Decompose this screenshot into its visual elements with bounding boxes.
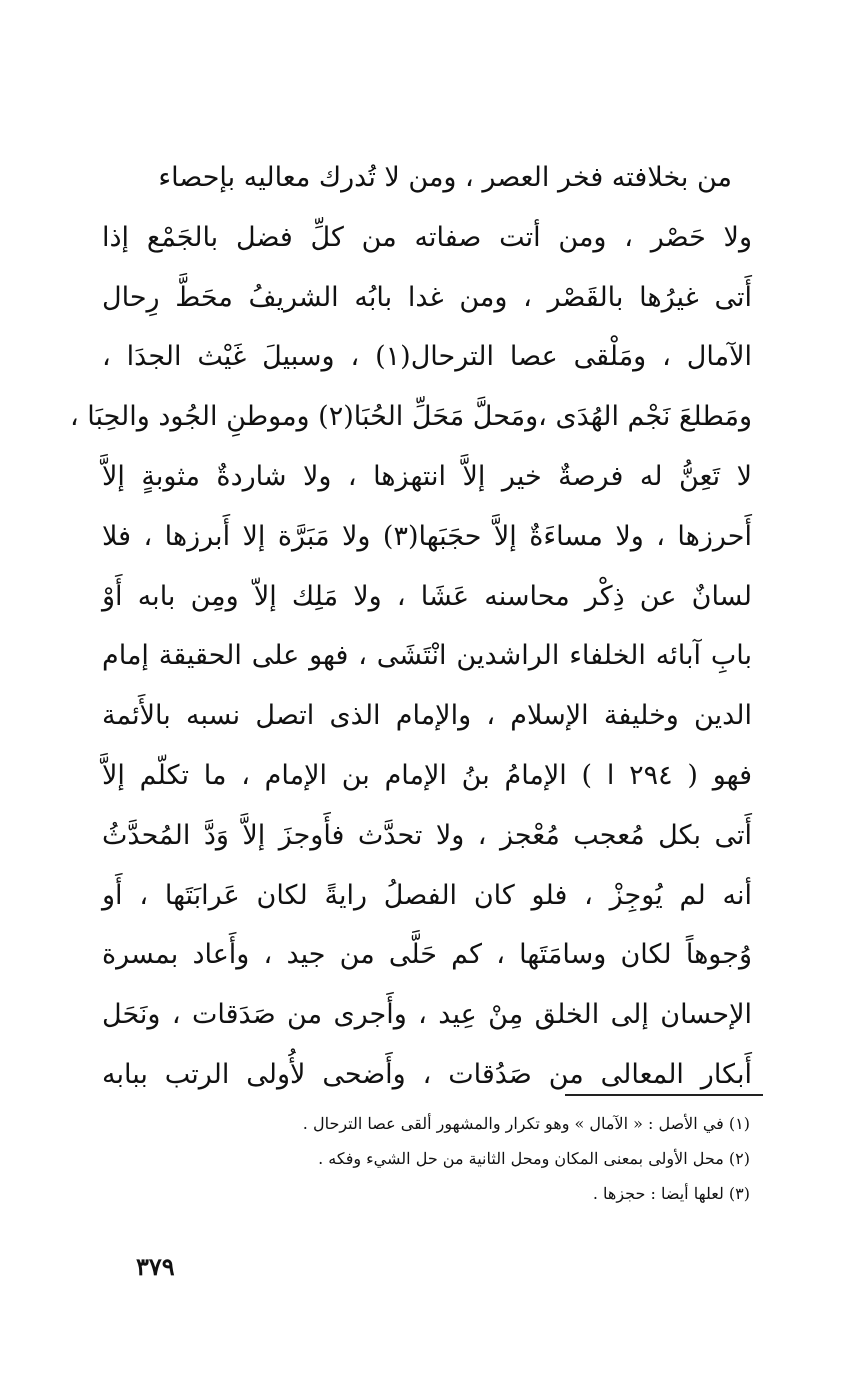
text-line: من بخلافته فخر العصر ، ومن لا تُدرك معاليه بإحصاء <box>158 162 732 193</box>
footnotes-block <box>150 1106 750 1211</box>
main-text-block <box>69 148 753 1105</box>
footnote-3: (٣) لعلها أيضا : حجزها . <box>592 1184 750 1203</box>
footnote-divider <box>565 1094 763 1096</box>
text-line: أَحرزها ، ولا مساءَةٌ إلاَّ حجَبَها(٣) ولا مَبَرَّة إلا أَبرزها ، فلا <box>102 520 752 552</box>
text-line: ومَطلعَ نَجْم الهُدَى ،ومَحلَّ مَحَلِّ الحُبَا(٢) وموطنِ الجُود والحِبَا ، <box>69 401 752 433</box>
text-line: أنه لم يُوجِزْ ، فلو كان الفصلُ رايةً لكان عَرابَتَها ، أَو <box>102 879 752 911</box>
text-line: وُجوهاً لكان وسامَتَها ، كم حَلَّى من جيد ، وأَعاد بمسرة <box>102 939 752 971</box>
text-line: الدين وخليفة الإسلام ، والإمام الذى اتصل نسبه بالأَئمة <box>102 700 752 732</box>
text-line: الآمال ، ومَلْقى عصا الترحال(١) ، وسبيلَ غَيْث الجدَا ، <box>102 341 752 373</box>
text-line: ولا حَصْر ، ومن أتت صفاته من كلِّ فضل بالجَمْع إذا <box>102 221 752 253</box>
text-line: لا تَعِنُّ له فرصةٌ خير إلاَّ انتهزها ، ولا شاردةٌ مثوبةٍ إلاَّ <box>102 460 752 492</box>
footnote-1: (١) في الأصل : « الآمال » وهو تكرار والمشهور ألقى عصا الترحال . <box>302 1114 750 1133</box>
text-line: أَتى غيرُها بالقَصْر ، ومن غدا بابُه الشريفُ محَطَّ رِحال <box>102 281 752 313</box>
text-line: فهو ( ٢٩٤ ا ) الإمامُ بنُ الإمام بن الإمام ، ما تكلّم إلاَّ <box>102 759 753 791</box>
text-line: أَبكار المعالى من صَدُقات ، وأَضحى لأُولى الرتب ببابه <box>102 1058 752 1090</box>
page-number: ٣٧٩ <box>136 1252 175 1281</box>
text-line: أَتى بكل مُعجب مُعْجز ، ولا تحدَّث فأَوجزَ إلاَّ وَدَّ المُحدَّثُ <box>102 819 752 851</box>
text-line: لسانٌ عن ذِكْر محاسنه عَشَا ، ولا مَلِك إلاّ ومِن بابه أَوْ <box>102 580 752 612</box>
text-line: الإحسان إلى الخلق مِنْ عِيد ، وأَجرى من صَدَقات ، ونَحَل <box>102 999 752 1031</box>
text-line: بابِ آبائه الخلفاء الراشدين انْتَشَى ، فهو على الحقيقة إمام <box>102 640 752 672</box>
footnote-2: (٢) محل الأولى بمعنى المكان ومحل الثانية من حل الشيء وفكه . <box>318 1149 750 1168</box>
